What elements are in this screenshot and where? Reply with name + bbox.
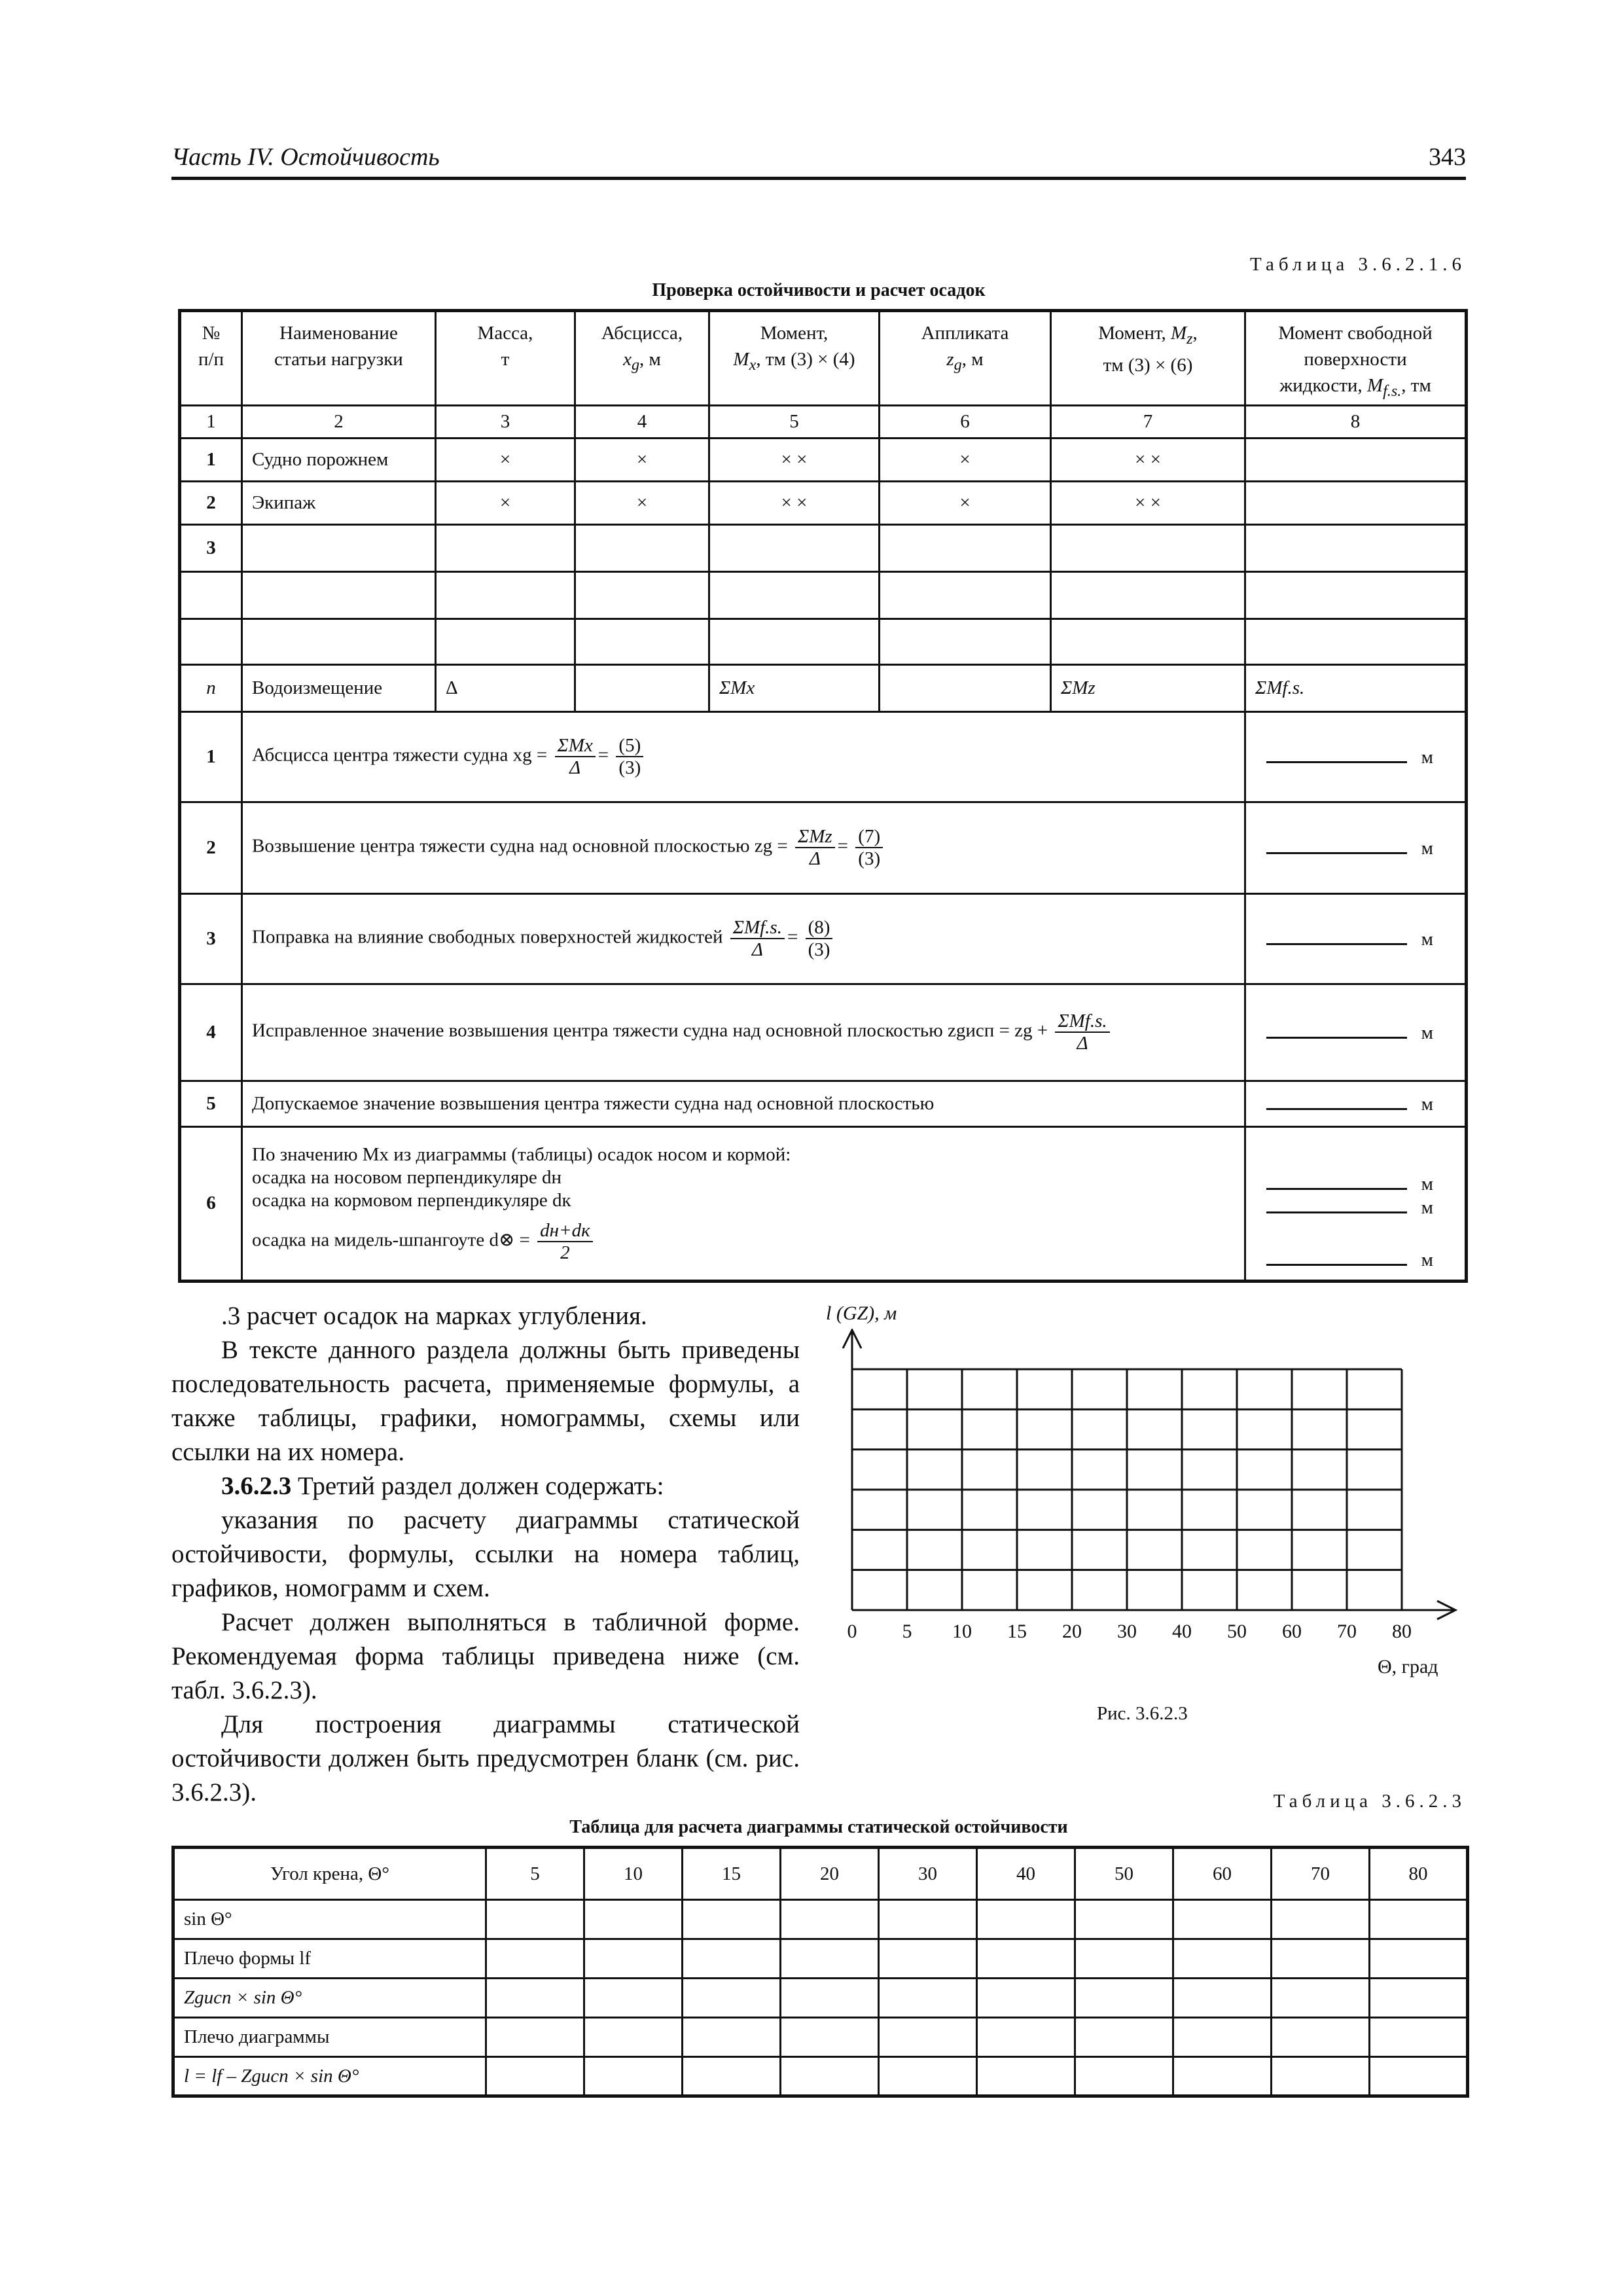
input-cell[interactable] <box>1272 1939 1370 1979</box>
cell <box>436 619 575 664</box>
cell <box>1051 619 1245 664</box>
col-number: 1 <box>180 405 242 438</box>
paragraph: Для построения диаграммы статической остойчивости должен быть предусмотрен бланк (см. рис. 3.6.2.3). <box>171 1710 800 1806</box>
fraction <box>730 917 785 960</box>
input-cell[interactable] <box>1272 1900 1370 1939</box>
answer-line[interactable] <box>1266 1248 1407 1266</box>
angle-header: 50 <box>1075 1848 1173 1900</box>
table-row <box>180 481 1467 524</box>
input-cell[interactable] <box>584 2057 683 2096</box>
x-tick-label: 70 <box>1337 1621 1357 1642</box>
input-cell[interactable] <box>977 1939 1075 1979</box>
cell-sum-mz: ΣMz <box>1051 664 1245 711</box>
unit: м <box>1421 1093 1433 1115</box>
answer-cell <box>1245 711 1467 802</box>
cell <box>1245 481 1467 524</box>
input-cell[interactable] <box>1173 1900 1272 1939</box>
denominator: (3) <box>808 939 830 961</box>
formula-text: Возвышение центра тяжести судна над основной плоскостью zg = <box>252 835 788 857</box>
numerator: ΣMf.s. <box>730 917 785 939</box>
input-cell[interactable] <box>486 2057 584 2096</box>
answer-line[interactable] <box>1266 1021 1407 1039</box>
angle-header: 15 <box>683 1848 781 1900</box>
answer-cell <box>1245 984 1467 1081</box>
input-cell[interactable] <box>1075 1939 1173 1979</box>
drafts-line: осадка на кормовом перпендикуляре dк <box>252 1190 571 1211</box>
input-cell[interactable] <box>683 2057 781 2096</box>
row-number: 3 <box>180 893 242 984</box>
cell: × <box>575 438 709 481</box>
paragraph: Расчет должен выполняться в табличной форме. Рекомендуемая форма таблицы приведена ниже (см. табл. 3.6.2.3). <box>171 1608 800 1704</box>
denominator: Δ <box>809 848 821 870</box>
col-number: 4 <box>575 405 709 438</box>
formula-text: Исправленное значение возвышения центра тяжести судна над основной плоскостью zgисп = zg + <box>252 1020 1048 1041</box>
input-cell[interactable] <box>781 2018 879 2057</box>
cell <box>1051 524 1245 571</box>
col-header-num: № п/п <box>180 311 242 406</box>
x-tick-label: 30 <box>1117 1621 1137 1642</box>
unit: м <box>1421 746 1433 768</box>
input-cell[interactable] <box>1272 2018 1370 2057</box>
paragraph: В тексте данного раздела должны быть приведены последовательность расчета, применяемые формулы, а также таблицы, графики, номограммы, схемы или ссылки на их номера. <box>171 1336 800 1466</box>
table-row <box>180 619 1467 664</box>
angle-header: 80 <box>1370 1848 1468 1900</box>
cell <box>436 571 575 619</box>
cell: × <box>575 481 709 524</box>
row-item: Водоизмещение <box>242 664 436 711</box>
row-number: n <box>180 664 242 711</box>
input-cell[interactable] <box>1173 2057 1272 2096</box>
angle-header: 10 <box>584 1848 683 1900</box>
row-label: Плечо диаграммы <box>173 2018 486 2057</box>
input-cell[interactable] <box>781 1979 879 2018</box>
input-cell[interactable] <box>584 1939 683 1979</box>
table-row <box>180 524 1467 571</box>
input-cell[interactable] <box>977 1900 1075 1939</box>
row-label: l = lf – Zgисп × sin Θ° <box>173 2057 486 2096</box>
numerator: ΣMz <box>795 826 835 848</box>
col-header-moment-z: Момент, $M_z$, тм (3) × (6) <box>1051 311 1245 406</box>
x-axis-label: Θ, град <box>1378 1656 1438 1677</box>
angle-header: 70 <box>1272 1848 1370 1900</box>
fraction <box>616 735 643 778</box>
row-item <box>242 524 436 571</box>
row-number: 6 <box>180 1126 242 1281</box>
input-cell[interactable] <box>977 2057 1075 2096</box>
input-cell[interactable] <box>1370 1939 1468 1979</box>
input-cell[interactable] <box>879 1939 977 1979</box>
answer-cell <box>1245 802 1467 893</box>
input-cell[interactable] <box>1272 2057 1370 2096</box>
cell <box>1245 524 1467 571</box>
answer-cell <box>1245 1081 1467 1126</box>
col-header-moment-x: Момент, $M_x$, тм (3) × (4) <box>709 311 880 406</box>
paragraph: указания по расчету диаграммы статической остойчивости, формулы, ссылки на номера таблиц, графиков, номограмм и схем. <box>171 1506 800 1602</box>
row-item <box>242 619 436 664</box>
table1-label: Таблица 3.6.2.1.6 <box>1249 254 1466 275</box>
table-row <box>180 571 1467 619</box>
col-number: 2 <box>242 405 436 438</box>
denominator: Δ <box>1077 1033 1088 1054</box>
cell: × × <box>1051 438 1245 481</box>
col-header-abscissa: Абсцисса, $x_g$, м <box>575 311 709 406</box>
cell <box>880 571 1051 619</box>
answer-line[interactable] <box>1266 1172 1407 1190</box>
fraction <box>795 826 835 869</box>
input-cell[interactable] <box>486 1939 584 1979</box>
x-tick-label: 20 <box>1062 1621 1082 1642</box>
drafts-line <box>252 1220 1235 1263</box>
cell-sum-mfs: ΣMf.s. <box>1245 664 1467 711</box>
cell <box>880 664 1051 711</box>
answer-line[interactable] <box>1266 927 1407 945</box>
answer-row <box>1255 1196 1433 1219</box>
formula-text: Абсцисса центра тяжести судна xg = <box>252 744 548 766</box>
input-cell[interactable] <box>1272 1979 1370 2018</box>
denominator: (3) <box>618 757 641 779</box>
section-number: 3.6.2.3 <box>221 1472 292 1500</box>
denominator: Δ <box>569 757 581 779</box>
x-tick-label: 15 <box>1007 1621 1027 1642</box>
unit: м <box>1421 837 1433 859</box>
col-number: 3 <box>436 405 575 438</box>
answer-row <box>1255 1172 1433 1196</box>
drafts-line: По значению Mx из диаграммы (таблицы) осадок носом и кормой: <box>252 1144 791 1166</box>
cell: × × <box>1051 481 1245 524</box>
cell: × <box>880 481 1051 524</box>
cell <box>575 571 709 619</box>
input-cell[interactable] <box>584 1979 683 2018</box>
input-cell[interactable] <box>781 1900 879 1939</box>
col-number: 6 <box>880 405 1051 438</box>
numerator: ΣMf.s. <box>1055 1011 1109 1033</box>
input-cell[interactable] <box>584 1900 683 1939</box>
answer-line[interactable] <box>1266 1092 1407 1110</box>
unit: м <box>1421 1249 1433 1270</box>
row-number: 2 <box>180 481 242 524</box>
input-cell[interactable] <box>1173 1979 1272 2018</box>
cell <box>709 619 880 664</box>
input-cell[interactable] <box>1370 2018 1468 2057</box>
input-cell[interactable] <box>486 1979 584 2018</box>
input-cell[interactable] <box>486 1900 584 1939</box>
paragraph <box>171 1469 800 1503</box>
drafts-text <box>242 1126 1245 1281</box>
paragraph-text: Третий раздел должен содержать: <box>291 1472 664 1500</box>
col-header-applicate: Аппликата $z_g$, м <box>880 311 1051 406</box>
table2-body <box>173 1900 1468 2096</box>
cell <box>880 524 1051 571</box>
row-number: 2 <box>180 802 242 893</box>
row-number <box>180 619 242 664</box>
angle-header: 30 <box>879 1848 977 1900</box>
fraction <box>537 1220 593 1263</box>
input-cell[interactable] <box>781 2057 879 2096</box>
table-row <box>173 2057 1468 2096</box>
denominator: (3) <box>858 848 881 870</box>
cell <box>1051 571 1245 619</box>
cell: × × <box>709 438 880 481</box>
x-tick-label: 80 <box>1392 1621 1412 1642</box>
input-cell[interactable] <box>683 1979 781 2018</box>
input-cell[interactable] <box>1075 1900 1173 1939</box>
angle-header: 40 <box>977 1848 1075 1900</box>
input-cell[interactable] <box>781 1939 879 1979</box>
header-rule <box>171 177 1466 180</box>
body-text <box>171 1299 800 1810</box>
input-cell[interactable] <box>1075 1979 1173 2018</box>
angle-header: 20 <box>781 1848 879 1900</box>
fraction <box>806 917 833 960</box>
calc-formula: Поправка на влияние свободных поверхностей жидкостей $\frac{\text{ΣMf.s.}}{\Delta}$ = $\frac{(8)}{(3)}$ <box>242 893 1245 984</box>
gz-calculation-table <box>171 1846 1469 2098</box>
displacement-row <box>180 664 1467 711</box>
row-label: Плечо формы lf <box>173 1939 486 1979</box>
row-number: 3 <box>180 524 242 571</box>
stability-table <box>178 309 1468 1283</box>
table1-title: Проверка остойчивости и расчет осадок <box>652 280 986 300</box>
midship-draft-text: осадка на мидель-шпангоуте d⊗ = <box>252 1229 530 1251</box>
answer-row <box>1255 1248 1433 1272</box>
calc-row <box>180 984 1467 1081</box>
input-cell[interactable] <box>1173 2018 1272 2057</box>
x-tick-label: 10 <box>952 1621 972 1642</box>
cell <box>436 524 575 571</box>
input-cell[interactable] <box>879 1900 977 1939</box>
table2-title: Таблица для расчета диаграммы статической остойчивости <box>569 1817 1068 1837</box>
input-cell[interactable] <box>1075 2057 1173 2096</box>
heel-angle-header: Угол крена, Θ° <box>173 1848 486 1900</box>
cell: × <box>436 481 575 524</box>
cell <box>709 571 880 619</box>
cell <box>709 524 880 571</box>
answer-line[interactable] <box>1266 1196 1407 1213</box>
calc-formula: Допускаемое значение возвышения центра тяжести судна над основной плоскостью <box>242 1081 1245 1126</box>
denominator: 2 <box>560 1242 570 1264</box>
numerator: (7) <box>855 826 883 848</box>
angle-header: 5 <box>486 1848 584 1900</box>
input-cell[interactable] <box>683 1939 781 1979</box>
angle-header: 60 <box>1173 1848 1272 1900</box>
calc-row <box>180 711 1467 802</box>
row-number: 1 <box>180 711 242 802</box>
row-label: sin Θ° <box>173 1900 486 1939</box>
figure-caption: Рис. 3.6.2.3 <box>1097 1703 1188 1724</box>
input-cell[interactable] <box>879 2018 977 2057</box>
denominator: Δ <box>751 939 763 961</box>
input-cell[interactable] <box>486 2018 584 2057</box>
fraction <box>1055 1011 1109 1054</box>
row-number: 1 <box>180 438 242 481</box>
row-number <box>180 571 242 619</box>
col-header-free-surface: Момент свободной поверхности жидкости, $M_{f.s.}$, тм <box>1245 311 1467 406</box>
input-cell[interactable] <box>879 1979 977 2018</box>
col-header-item: Наименование статьи нагрузки <box>242 311 436 406</box>
input-cell[interactable] <box>1370 2057 1468 2096</box>
answer-line[interactable] <box>1266 745 1407 763</box>
calc-row <box>180 893 1467 984</box>
cell: × <box>436 438 575 481</box>
x-tick-label: 40 <box>1172 1621 1192 1642</box>
table2-label: Таблица 3.6.2.3 <box>1273 1791 1466 1812</box>
row-number: 4 <box>180 984 242 1081</box>
calc-formula <box>242 984 1245 1081</box>
col-number: 5 <box>709 405 880 438</box>
cell <box>575 619 709 664</box>
col-header-mass: Масса, т <box>436 311 575 406</box>
calc-formula: Возвышение центра тяжести судна над основной плоскостью zg = $\frac{\text{ΣMz}}{\Delta}$ = $\frac{(7)}{(3)}$ <box>242 802 1245 893</box>
input-cell[interactable] <box>1370 1900 1468 1939</box>
table1-header-row <box>180 311 1467 406</box>
formula-text: Поправка на влияние свободных поверхностей жидкостей <box>252 926 723 948</box>
row-item: Экипаж <box>242 481 436 524</box>
cell <box>575 524 709 571</box>
col-number: 8 <box>1245 405 1467 438</box>
input-cell[interactable] <box>1173 1939 1272 1979</box>
fraction <box>855 826 883 869</box>
calc-formula: Абсцисса центра тяжести судна xg = $\frac{\text{ΣMx}}{\Delta}$ = $\frac{(5)}{(3)}$ <box>242 711 1245 802</box>
table1-column-numbers <box>180 405 1467 438</box>
calc-row <box>180 1081 1467 1126</box>
answer-cell <box>1245 893 1467 984</box>
input-cell[interactable] <box>977 1979 1075 2018</box>
numerator: ΣMx <box>555 735 596 757</box>
unit: м <box>1421 1022 1433 1043</box>
x-tick-label: 50 <box>1227 1621 1247 1642</box>
input-cell[interactable] <box>683 1900 781 1939</box>
paragraph: .3 расчет осадок на марках углубления. <box>221 1302 647 1330</box>
running-header: Часть IV. Остойчивость <box>171 143 440 171</box>
drafts-line: осадка на носовом перпендикуляре dн <box>252 1167 562 1189</box>
table-row <box>173 1979 1468 2018</box>
answer-cell <box>1245 1126 1467 1281</box>
input-cell[interactable] <box>1075 2018 1173 2057</box>
unit: м <box>1421 1173 1433 1194</box>
numerator: (5) <box>616 735 643 757</box>
cell <box>1245 571 1467 619</box>
calc-row-drafts <box>180 1126 1467 1281</box>
cell: × × <box>709 481 880 524</box>
input-cell[interactable] <box>977 2018 1075 2057</box>
cell <box>880 619 1051 664</box>
input-cell[interactable] <box>584 2018 683 2057</box>
cell: × <box>880 438 1051 481</box>
x-tick-label: 60 <box>1282 1621 1302 1642</box>
input-cell[interactable] <box>683 2018 781 2057</box>
table-row <box>173 2018 1468 2057</box>
cell <box>1245 438 1467 481</box>
row-label: Zgисп × sin Θ° <box>173 1979 486 2018</box>
table-row <box>173 1939 1468 1979</box>
answer-line[interactable] <box>1266 836 1407 854</box>
page-number: 343 <box>1429 143 1466 171</box>
row-item: Судно порожнем <box>242 438 436 481</box>
row-item <box>242 571 436 619</box>
numerator: dн+dк <box>537 1220 593 1242</box>
table2-header-row <box>173 1848 1468 1900</box>
cell-delta: Δ <box>436 664 575 711</box>
col-number: 7 <box>1051 405 1245 438</box>
unit: м <box>1421 1196 1433 1218</box>
table-row <box>180 438 1467 481</box>
stability-diagram-blank <box>826 1329 1480 1656</box>
input-cell[interactable] <box>879 2057 977 2096</box>
cell <box>575 664 709 711</box>
unit: м <box>1421 928 1433 950</box>
input-cell[interactable] <box>1370 1979 1468 2018</box>
y-axis-label: l (GZ), м <box>826 1302 897 1324</box>
cell-sum-mx: ΣMx <box>709 664 880 711</box>
row-number: 5 <box>180 1081 242 1126</box>
fraction <box>555 735 596 778</box>
calc-row <box>180 802 1467 893</box>
table-row <box>173 1900 1468 1939</box>
x-tick-label: 0 <box>847 1621 857 1642</box>
cell <box>1245 619 1467 664</box>
x-tick-label: 5 <box>902 1621 912 1642</box>
numerator: (8) <box>806 917 833 939</box>
